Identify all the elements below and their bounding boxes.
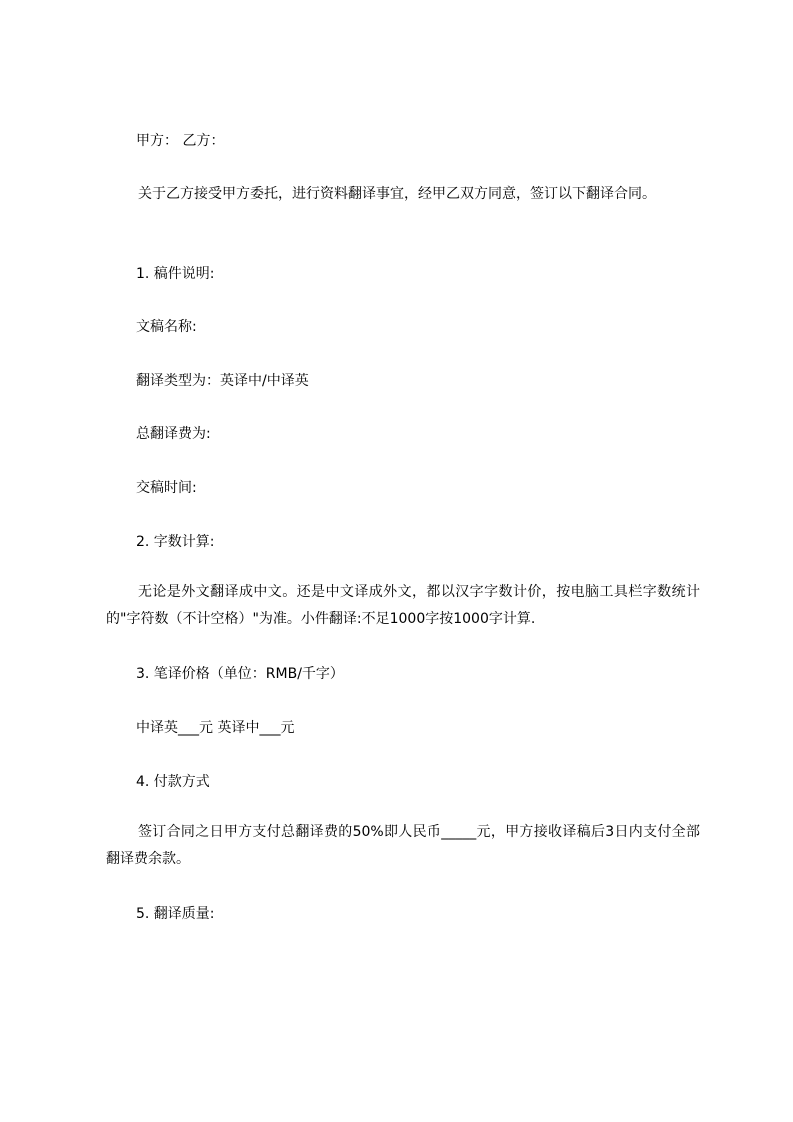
total-fee-field: 总翻译费为: (136, 426, 211, 442)
translation-type-field: 翻译类型为：英译中/中译英 (136, 373, 309, 389)
section-3-heading: 3. 笔译价格（单位：RMB/千字） (136, 666, 344, 682)
intro-paragraph: 关于乙方接受甲方委托，进行资料翻译事宜，经甲乙双方同意，签订以下翻译合同。 (138, 186, 656, 202)
doc-name-field: 文稿名称: (136, 319, 197, 335)
word-count-paragraph: 无论是外文翻译成中文。还是中文译成外文，都以汉字字数计价，按电脑工具栏字数统计的"字符数（不计空格）"为准。小件翻译:不足1000字按1000字计算. (106, 584, 700, 627)
section-1-heading: 1. 稿件说明: (136, 266, 215, 282)
section-5-heading: 5. 翻译质量: (136, 906, 215, 922)
parties-line: 甲方： 乙方： (136, 133, 225, 149)
section-4-heading: 4. 付款方式 (136, 774, 210, 790)
payment-paragraph: 签订合同之日甲方支付总翻译费的50%即人民币_____元，甲方接收译稿后3日内支付全部翻译费余款。 (106, 824, 700, 867)
section-2-heading: 2. 字数计算: (136, 534, 215, 550)
price-line: 中译英___元 英译中___元 (136, 720, 295, 736)
delivery-time-field: 交稿时间: (136, 480, 197, 496)
